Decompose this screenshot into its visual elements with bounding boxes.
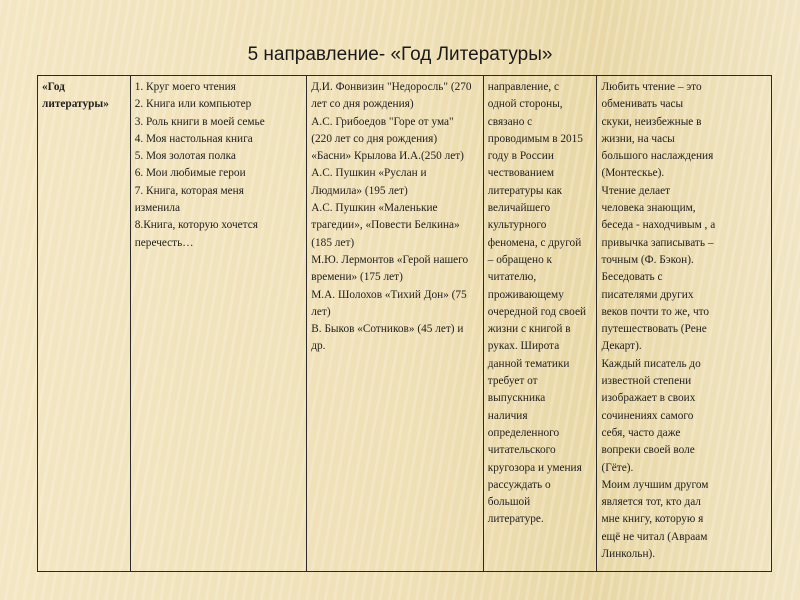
cell-text-line: Д.И. Фонвизин "Недоросль" (270 (311, 81, 472, 93)
cell-text-line: перечесть… (134, 236, 194, 249)
cell-text-line: читательского (487, 444, 556, 457)
cell-works-anniversaries (307, 76, 484, 571)
cell-text-line: литературы» (42, 98, 109, 111)
cell-text-line: Линкольн). (601, 548, 656, 561)
cell-text-line: – обращено к (487, 253, 553, 266)
cell-text-line: скуки, неизбежные в (601, 115, 702, 128)
cell-text-line: 2. Книга или компьютер (134, 98, 252, 111)
cell-text-line: трагедии», «Повести Белкина» (311, 219, 460, 232)
cell-text-line: направление, с (487, 81, 560, 93)
cell-text-line: величайшего (487, 202, 551, 215)
cell-text-line: мне книгу, которую я (601, 513, 704, 526)
cell-text-line: путешествовать (Рене (601, 323, 707, 336)
cell-text-line: культурного (487, 219, 547, 232)
cell-text-line: Декарт). (601, 340, 642, 353)
cell-text-line: литературе. (487, 513, 544, 526)
cell-text-line: сочинениях самого (601, 409, 694, 422)
cell-text-line: проводимым в 2015 (487, 132, 583, 145)
cell-text-line: Чтение делает (601, 184, 671, 197)
cell-text-line: 4. Моя настольная книга (134, 132, 253, 145)
cell-text-line: привычка записывать – (601, 236, 714, 249)
cell-text-line: вопреки своей воле (601, 444, 695, 457)
cell-text-line: 8.Книга, которую хочется (134, 219, 258, 232)
cell-text-line: жизни, на часы (601, 132, 675, 145)
cell-text-line: лет) (311, 305, 331, 318)
cell-text-line: А.С. Пушкин «Руслан и (311, 167, 427, 180)
cell-text-line: 3. Роль книги в моей семье (134, 115, 265, 128)
cell-text-line: А.С. Пушкин «Маленькие (311, 202, 438, 215)
cell-text-line: Любить чтение – это (601, 81, 702, 93)
cell-text-line: жизни с книгой в (487, 323, 571, 336)
cell-text-line: является тот, кто дал (601, 496, 701, 509)
literature-table (37, 75, 772, 572)
cell-text-line: Людмила» (195 лет) (311, 184, 408, 197)
cell-text-line: В. Быков «Сотников» (45 лет) и (311, 323, 464, 336)
cell-topic (38, 76, 131, 571)
cell-text-line: (220 лет со дня рождения) (311, 132, 438, 145)
cell-text-line: Каждый писатель до (601, 357, 701, 370)
cell-text-line: др. (311, 340, 326, 353)
cell-text-line: связано с (487, 115, 533, 128)
cell-text-line: наличия (487, 409, 528, 422)
cell-text-line: изменила (134, 202, 181, 215)
cell-text-line: проживающему (487, 288, 564, 301)
cell-text-line: известной степени (601, 375, 692, 388)
cell-text-line: 7. Книга, которая меня (134, 184, 244, 197)
cell-text-line: писателями других (601, 288, 694, 301)
cell-text-line: (185 лет) (311, 236, 355, 249)
cell-text-line: (Монтескье). (601, 167, 665, 180)
cell-text-line: определенного (487, 426, 560, 439)
cell-text-line: году в России (487, 150, 554, 163)
cell-text-line: очередной год своей (487, 305, 587, 318)
cell-text-line: данной тематики (487, 357, 570, 370)
cell-text-line: рассуждать о (487, 478, 551, 491)
cell-text-line: 1. Круг моего чтения (134, 81, 236, 93)
cell-text-line: изображает в своих (601, 392, 696, 405)
slide-title: 5 направление- «Год Литературы» (247, 44, 553, 65)
cell-text-line: Беседовать с (601, 271, 663, 284)
cell-text-line: «Год (42, 81, 65, 93)
cell-text-line: требует от (487, 375, 538, 388)
cell-description (484, 76, 598, 571)
cell-text-line: лет со дня рождения) (311, 98, 414, 111)
cell-text-line: 5. Моя золотая полка (134, 150, 236, 163)
cell-text-line: А.С. Грибоедов "Горе от ума" (311, 115, 454, 128)
cell-text-line: обменивать часы (601, 98, 684, 111)
cell-text-line: (Гёте). (601, 461, 634, 474)
cell-text-line: выпускника (487, 392, 546, 405)
cell-text-line: М.А. Шолохов «Тихий Дон» (75 (311, 288, 467, 301)
cell-quotes (597, 76, 771, 571)
cell-text-line: феномена, с другой (487, 236, 582, 249)
cell-text-line: человека знающим, (601, 202, 696, 215)
cell-essay-topics (131, 76, 308, 571)
cell-text-line: беседа - находчивым , а (601, 219, 716, 232)
cell-text-line: кругозора и умения (487, 461, 582, 474)
cell-text-line: руках. Широта (487, 340, 560, 353)
cell-text-line: времени» (175 лет) (311, 271, 403, 284)
cell-text-line: большой (487, 496, 531, 509)
cell-text-line: себя, часто даже (601, 426, 681, 439)
cell-text-line: большого наслаждения (601, 150, 714, 163)
cell-text-line: точным (Ф. Бэкон). (601, 253, 694, 266)
cell-text-line: чествованием (487, 167, 555, 180)
cell-text-line: ещё не читал (Авраам (601, 530, 708, 543)
cell-text-line: «Басни» Крылова И.А.(250 лет) (311, 150, 464, 163)
cell-text-line: одной стороны, (487, 98, 563, 111)
cell-text-line: читателю, (487, 271, 537, 284)
cell-text-line: М.Ю. Лермонтов «Герой нашего (311, 253, 469, 266)
cell-text-line: 6. Мои любимые герои (134, 167, 246, 180)
cell-text-line: литературы как (487, 184, 563, 197)
cell-text-line: Моим лучшим другом (601, 478, 709, 491)
cell-text-line: веков почти то же, что (601, 305, 710, 318)
